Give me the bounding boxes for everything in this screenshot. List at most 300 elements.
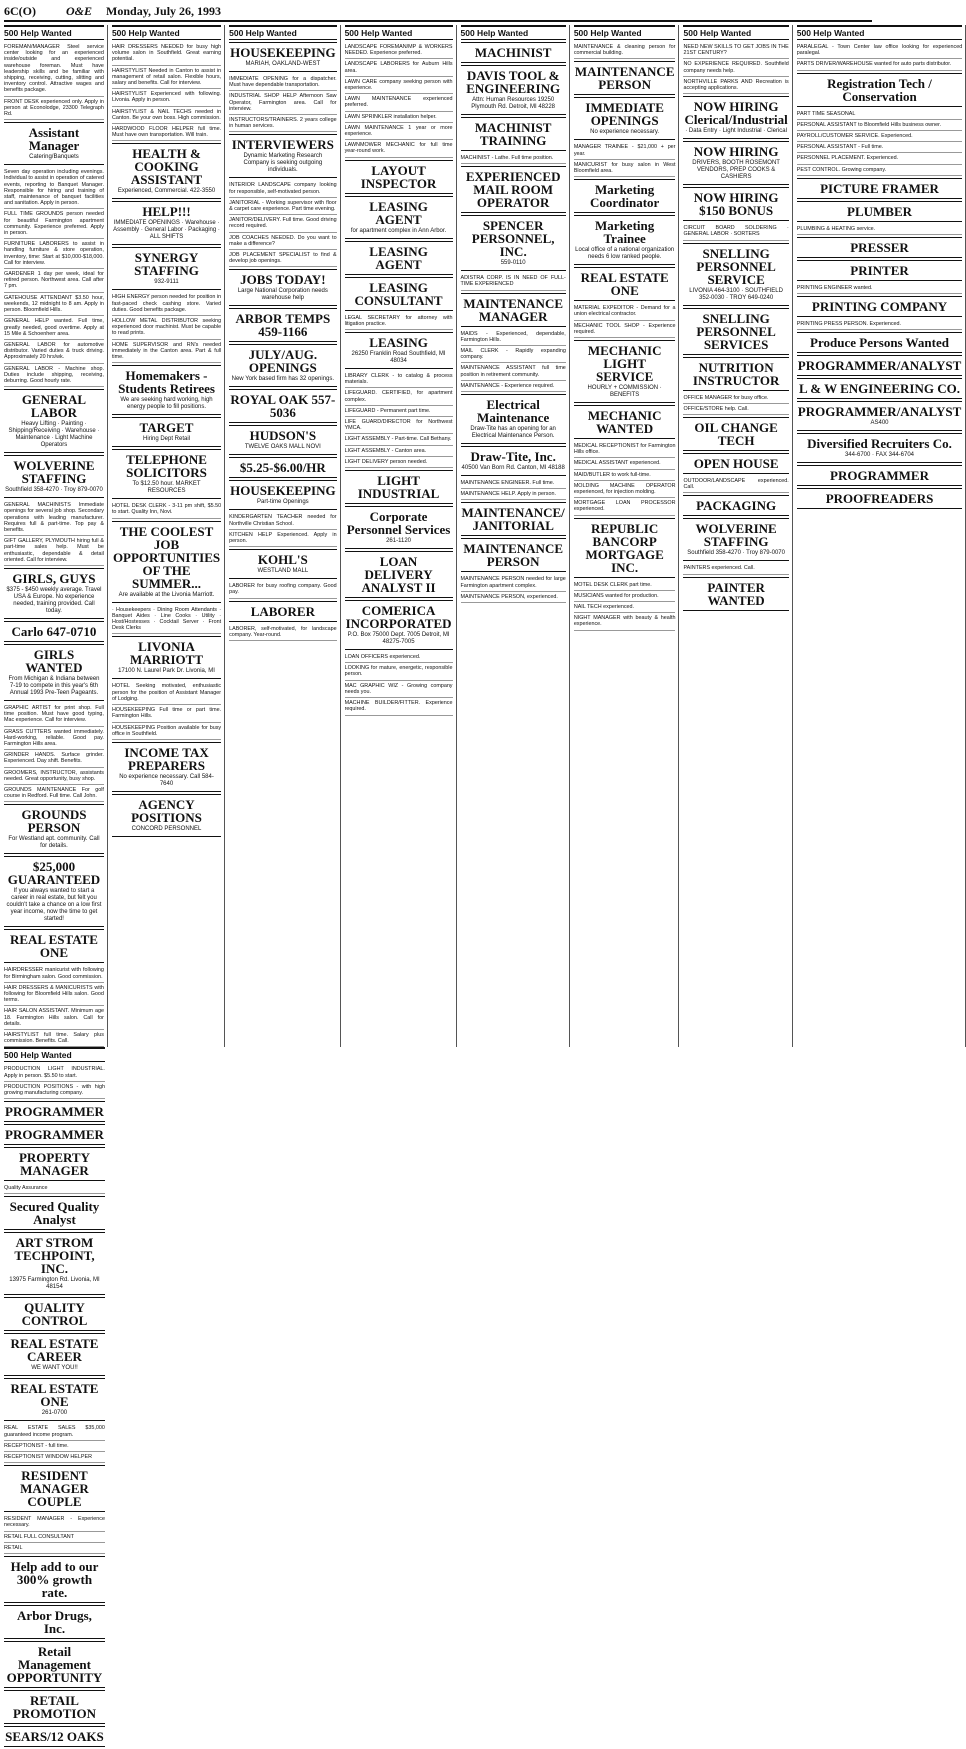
classified-ad: MAID/BUTLER to work full-time. — [574, 470, 676, 481]
display-ad-title: PRINTER — [850, 263, 909, 279]
display-ad-title: PLUMBER — [847, 203, 912, 219]
classified-column — [574, 25, 680, 1047]
column-heading: 500 Help Wanted — [4, 1047, 105, 1062]
display-ad — [574, 215, 676, 265]
classified-ad: HAIRSTYLIST Experienced with following. Livonia. Apply in person. — [112, 89, 221, 106]
display-ad — [4, 1378, 105, 1421]
display-ad-subtitle: 261-1120 — [386, 538, 411, 545]
display-ad-title: PAINTER WANTED — [707, 579, 765, 608]
display-ad-subtitle: From Michigan & Indiana between 7-19 to compete in this year's 6th Annual 1993 Pre-Teen Pageants. — [8, 675, 100, 696]
classified-ad: RETAIL — [4, 1543, 105, 1554]
display-ad-subtitle: MARIAH, OAKLAND-WEST — [245, 61, 321, 67]
display-ad-title: PROOFREADERS — [825, 491, 934, 507]
display-ad-subtitle: Dynamic Marketing Research Company is seeking outgoing individuals. — [243, 153, 323, 174]
display-ad-title: Assistant Manager — [28, 125, 80, 154]
classified-ad: GARDENER 1 day per week, ideal for retired person. Northwest area. Call after 7 pm. — [4, 269, 104, 293]
display-ad-title: PACKAGING — [696, 498, 777, 514]
classified-ad: HOLLOW METAL DISTRIBUTOR seeking experienced door machinist. Must be capable to read prints. — [112, 316, 221, 340]
display-ad-title: JOBS TODAY! — [240, 272, 326, 288]
classified-ad: GRASS CUTTERS wanted immediately. Hard-working, reliable. Good pay. Farmington Hills area. — [4, 727, 104, 751]
display-ad-subtitle: 932-9111 — [154, 279, 179, 286]
classified-ad: PRODUCTION LIGHT INDUSTRIAL. Apply in person. $5.50 to start. — [4, 1064, 105, 1081]
classified-ad: MAINTENANCE PERSON needed for large Farmington apartment complex. — [461, 574, 566, 591]
display-ad-title: AGENCY POSITIONS — [131, 796, 202, 825]
display-ad-title: RETAIL PROMOTION — [12, 1693, 96, 1722]
display-ad — [4, 644, 104, 701]
classified-ad: GENERAL HELP wanted. Full time, greatly needed, good overtime. Apply at 15 Mile & Schoenherr area. — [4, 316, 104, 340]
classified-ad: MAIL CLERK - Rapidly expanding company. — [461, 346, 566, 363]
display-ad-subtitle: WE WANT YOU!! — [31, 1365, 78, 1372]
display-ad — [4, 1605, 105, 1639]
classified-ad: MACHINE BUILDER/FITTER. Experience required. — [345, 698, 453, 715]
classified-ad: ADISTRA CORP. IS IN NEED OF FULL-TIME EXPERIENCED — [461, 273, 566, 290]
display-ad — [574, 340, 676, 403]
classified-ad: LANDSCAPE LABORERS for Auburn Hills area. — [345, 59, 453, 76]
display-ad-subtitle: 26250 Franklin Road Southfield, MI 48034 — [351, 351, 446, 365]
display-ad-title: Registration Tech / Conservation — [827, 75, 932, 104]
display-ad — [574, 61, 676, 95]
classified-ad: MORTGAGE LOAN PROCESSOR experienced. — [574, 498, 676, 515]
classified-ad: GROUNDS MAINTENANCE For golf course in Redford. Full time. Call John. — [4, 785, 104, 802]
display-ad — [229, 389, 336, 423]
display-ad-subtitle: for apartment complex in Ann Arbor. — [350, 227, 447, 234]
classified-ad: MECHANIC TOOL SHOP - Experience required. — [574, 321, 676, 338]
column-heading: 500 Help Wanted — [683, 25, 788, 40]
classified-ad: MAINTENANCE ENGINEER. Full time. — [461, 478, 566, 489]
display-ad-title: THE COOLEST JOB OPPORTUNITIES OF THE SUMMER... — [112, 523, 221, 591]
classified-ad: HAIRSTYLIST full time. Salary plus commission. Benefits. Call. — [4, 1030, 104, 1047]
display-ad — [4, 568, 104, 619]
display-ad-subtitle: No experience necessary. — [590, 129, 660, 136]
classified-ad: FRONT DESK experienced only. Apply in person at Econolodge, 23300 Telegraph Rd. — [4, 97, 104, 121]
display-ad-title: ROYAL OAK 557-5036 — [230, 392, 336, 421]
display-ad — [574, 405, 676, 439]
display-ad — [4, 1196, 105, 1230]
column-heading: 500 Help Wanted — [229, 25, 336, 40]
display-ad — [683, 518, 788, 561]
classified-ad: LABORER for busy roofing company. Good pay. — [229, 581, 336, 598]
display-ad-title: HOUSEKEEPING — [230, 45, 336, 60]
classified-ad: JOB COACHES NEEDED. Do you want to make a difference? — [229, 233, 336, 250]
classified-ad: LIFEGUARD - Permanent part time. — [345, 406, 453, 417]
display-ad-subtitle: IMMEDIATE OPENINGS · Warehouse · Assembly · General Labor · Packaging · ALL SHIFTS — [113, 220, 220, 241]
classifieds-grid — [4, 25, 963, 1745]
classified-ad: HOTEL Seeking motivated, enthusiastic person for the position of Assistant Manager of Lodging. — [112, 681, 221, 705]
classified-ad: Quality Assurance — [4, 1183, 105, 1194]
classified-ad: HOME SUPERVISOR and RN's needed immediately in the Canton area. Part & full time. — [112, 340, 221, 364]
display-ad-title: PRINTING COMPANY — [811, 299, 948, 315]
classified-column — [4, 25, 108, 1047]
classified-ad: MACHINIST - Lathe. Full time position. — [461, 153, 566, 164]
display-ad-title: L & W ENGINEERING CO. — [799, 381, 960, 397]
classified-ad: PLUMBING & HEATING service. — [797, 224, 962, 235]
classified-ad: LIGHT ASSEMBLY - Part-time. Call Bethany. — [345, 434, 453, 445]
display-ad — [797, 378, 962, 399]
display-ad-title: REAL ESTATE CAREER — [10, 1336, 99, 1365]
classified-column — [112, 25, 225, 1047]
classified-ad: · Housekeepers · Dining Room Attendants · Banquet Aides · Line Cooks · Utility · Host/Hostesses · Cocktail Server · Front Desk Clerks — [112, 605, 221, 635]
display-ad-title: NOW HIRING Clerical/Industrial — [684, 99, 788, 128]
classified-column — [461, 25, 570, 1047]
classified-ad: MANAGER TRAINEE - $21,000 + per year. — [574, 142, 676, 159]
display-ad-title: PRESSER — [850, 240, 909, 256]
display-ad-title: LABORER — [250, 603, 315, 619]
classified-ad: MAIDS - Experienced, dependable, Farmington Hills. — [461, 329, 566, 346]
display-ad-title: REPUBLIC BANCORP MORTGAGE INC. — [585, 520, 664, 575]
display-ad-title: Corporate Personnel Services — [346, 509, 451, 538]
display-ad — [345, 506, 453, 549]
classified-ad: RETAIL FULL CONSULTANT — [4, 1532, 105, 1543]
classified-ad: NORTHVILLE PARKS AND Recreation is accepting applications. — [683, 77, 788, 94]
column-heading: 500 Help Wanted — [345, 25, 453, 40]
display-ad-title: HUDSON'S — [249, 428, 317, 444]
display-ad-title: JULY/AUG. OPENINGS — [248, 347, 318, 376]
display-ad — [112, 247, 221, 290]
display-ad-subtitle: We are seeking hard working, high energy people to fill positions. — [120, 397, 213, 411]
column-heading: 500 Help Wanted — [574, 25, 676, 40]
page-number: 6C(O) — [4, 4, 36, 18]
display-ad-subtitle: If you always wanted to start a career in real estate, but felt you couldn't take a chance on a low first year income, now the time to get started! — [6, 888, 102, 923]
classified-ad: PRINTING PRESS PERSON. Experienced. — [797, 319, 962, 330]
classified-column — [345, 25, 457, 1047]
display-ad-title: GROUNDS PERSON — [21, 807, 87, 836]
display-ad-title: Retail Management OPPORTUNITY — [6, 1644, 103, 1686]
classified-ad: NIGHT MANAGER with beauty & health experience. — [574, 613, 676, 630]
display-ad — [574, 518, 676, 578]
display-ad-subtitle: · Data Entry · Light Industrial · Clerical — [685, 128, 787, 135]
classified-ad: PEST CONTROL. Growing company. — [797, 165, 962, 176]
classified-ad: LANDSCAPE FOREMAN/MP & WORKERS NEEDED. Experience preferred. — [345, 42, 453, 59]
display-ad — [797, 465, 962, 486]
display-ad — [229, 457, 336, 478]
display-ad — [683, 577, 788, 611]
display-ad-title: Electrical Maintenance — [477, 397, 550, 426]
display-ad — [797, 401, 962, 431]
display-ad-title: Draw-Tite, Inc. — [470, 449, 556, 465]
display-ad — [683, 308, 788, 355]
classified-ad: LOAN OFFICERS experienced. — [345, 652, 453, 663]
display-ad — [112, 365, 221, 415]
classified-ad: NAIL TECH experienced. — [574, 602, 676, 613]
display-ad-title: COMERICA INCORPORATED — [345, 603, 452, 632]
classified-ad: HAIRDRESSER manicurist with following for Birmingham salon. Good commission. — [4, 965, 104, 982]
display-ad-subtitle: Catering/Banquets — [29, 154, 79, 161]
display-ad-title: HELP!!! — [142, 204, 191, 220]
classified-ad: IMMEDIATE OPENING for a dispatcher. Must have dependable transportation. — [229, 74, 336, 91]
column-heading: 500 Help Wanted — [461, 25, 566, 40]
classified-ad: OFFICE/STORE help. Call. — [683, 404, 788, 415]
display-ad-subtitle: 344-6700 · FAX 344-6704 — [844, 452, 915, 459]
display-ad — [4, 1232, 105, 1295]
display-ad — [112, 742, 221, 792]
display-ad — [229, 308, 336, 342]
classified-ad: LAWNMOWER MECHANIC for full time year-round work. — [345, 140, 453, 157]
display-ad — [4, 1690, 105, 1724]
display-ad-title: QUALITY CONTROL — [21, 1300, 88, 1329]
classified-ad: GRAPHIC ARTIST for print shop. Full time position. Must have good typing, Mac experience. Call for interview. — [4, 703, 104, 727]
classified-ad: MAINTENANCE PERSON, experienced. — [461, 592, 566, 603]
display-ad — [345, 470, 453, 504]
display-ad — [4, 804, 104, 854]
classified-ad: HOUSEKEEPING Full time or part time. Farmington Hills. — [112, 705, 221, 722]
classified-ad: PRINTING ENGINEER wanted. — [797, 283, 962, 294]
classified-ad: KITCHEN HELP Experienced. Apply in person. — [229, 530, 336, 547]
display-ad-title: $25,000 GUARANTEED — [7, 859, 101, 888]
display-ad — [112, 521, 221, 603]
display-ad — [112, 201, 221, 245]
display-ad-title: Diversified Recruiters Co. — [807, 436, 952, 452]
display-ad-title: INTERVIEWERS — [231, 137, 334, 153]
classified-ad: LEGAL SECRETARY for attorney with litigation practice. — [345, 313, 453, 330]
display-ad-title: Carlo 647-0710 — [11, 623, 97, 639]
display-ad-subtitle: New York based firm has 32 openings. — [231, 376, 335, 383]
classified-ad: GENERAL LABOR for automotive distributor. Varied duties & truck driving. Approximately 20 hrs/wk. — [4, 340, 104, 364]
display-ad — [345, 332, 453, 369]
classified-ad: INDUSTRIAL SHOP HELP Afternoon Saw Operator, Farmington area. Call for interview. — [229, 91, 336, 115]
display-ad — [4, 455, 104, 498]
classified-ad: PRODUCTION POSITIONS - with high growing manufacturing company. — [4, 1082, 105, 1099]
display-ad — [683, 96, 788, 139]
display-ad-subtitle: 40500 Van Born Rd. Canton, MI 48188 — [461, 465, 565, 472]
display-ad — [461, 502, 566, 536]
display-ad-title: GIRLS WANTED — [25, 646, 83, 675]
display-ad-title: MECHANIC WANTED — [587, 408, 662, 437]
display-ad-title: Arbor Drugs, Inc. — [17, 1608, 92, 1637]
display-ad — [229, 425, 336, 455]
classified-ad: MOLDING MACHINE OPERATOR experienced, for injection molding. — [574, 481, 676, 498]
display-ad-title: MACHINIST — [474, 45, 552, 60]
display-ad — [345, 277, 453, 311]
display-ad-subtitle: Draw-Tite has an opening for an Electrical Maintenance Person. — [470, 426, 556, 440]
classified-ad: FURNITURE LABORERS to assist in handling furniture & store operation, inventory, time: Start at $10,000-$18,000. Call for interview. — [4, 239, 104, 269]
classified-ad: MAINTENANCE ASSISTANT full time position in retirement community. — [461, 363, 566, 380]
display-ad — [797, 201, 962, 222]
display-ad — [797, 73, 962, 107]
classified-ad: PARALEGAL - Town Center law office looking for experienced paralegal. — [797, 42, 962, 59]
display-ad-title: WOLVERINE STAFFING — [695, 521, 777, 550]
classified-ad: FOREMAN/MANAGER Steel service center looking for an experienced inside/outside and experienced warehouse foreman. Must have leadership skills and be familiar with shipping, receiving, cutting, slitting and inventory control. Attractive wages and benefits package. — [4, 42, 104, 97]
classified-ad: PERSONNEL PLACEMENT. Experienced. — [797, 153, 962, 164]
display-ad — [345, 160, 453, 194]
display-ad-title: IMMEDIATE OPENINGS — [585, 100, 664, 129]
classified-ad: LAWN SPRINKLER installation helper. — [345, 112, 453, 123]
column-heading: 500 Help Wanted — [797, 25, 962, 40]
display-ad — [797, 433, 962, 463]
display-ad-title: Marketing Trainee — [595, 218, 655, 247]
classified-ad: MUSICIANS wanted for production. — [574, 591, 676, 602]
classified-ad: MOTEL DESK CLERK part time. — [574, 580, 676, 591]
display-ad — [4, 929, 104, 963]
display-ad — [4, 1147, 105, 1181]
display-ad-title: Marketing Coordinator — [589, 182, 660, 211]
display-ad — [683, 357, 788, 391]
display-ad-title: Homemakers - Students Retirees — [118, 368, 215, 397]
display-ad — [461, 538, 566, 572]
classified-ad: HARDWOOD FLOOR HELPER full time. Must have own transportation. Will train. — [112, 124, 221, 141]
masthead — [4, 4, 872, 22]
display-ad — [229, 549, 336, 579]
display-ad — [4, 1124, 105, 1145]
display-ad — [4, 1465, 105, 1512]
classified-ad: MANICURIST for busy salon in West Bloomfield area. — [574, 160, 676, 177]
display-ad-title: MAINTENANCE PERSON — [463, 541, 563, 570]
display-ad — [345, 551, 453, 598]
display-ad-subtitle: To $12.50 hour. MARKET RESOURCES — [132, 481, 201, 495]
classified-ad: MAINTENANCE - Experience required. — [461, 381, 566, 392]
classified-ad: PAYROLL/CUSTOMER SERVICE. Experienced. — [797, 131, 962, 142]
display-ad-title: PROGRAMMER — [830, 468, 929, 484]
display-ad-title: RESIDENT MANAGER COUPLE — [20, 1468, 89, 1510]
display-ad — [797, 260, 962, 281]
display-ad-subtitle: 559-0110 — [500, 260, 526, 267]
classified-ad: NO EXPERIENCE REQUIRED. Southfield company needs help. — [683, 59, 788, 76]
publication-name: O&E — [66, 4, 93, 18]
display-ad-title: KOHL'S — [257, 552, 308, 568]
display-ad-title: INCOME TAX PREPARERS — [124, 744, 209, 773]
classified-column — [4, 1047, 108, 1749]
display-ad — [683, 243, 788, 306]
display-ad-title: Help add to our 300% growth rate. — [10, 1559, 99, 1601]
issue-date: Monday, July 26, 1993 — [106, 4, 222, 18]
classified-ad: GIFT GALLERY, PLYMOUTH hiring full & part-time sales help. Must be enthusiastic, dependable & detail oriented. Call for interview. — [4, 536, 104, 566]
display-ad — [112, 449, 221, 499]
display-ad — [683, 495, 788, 516]
display-ad-title: LOAN DELIVERY ANALYST II — [361, 554, 436, 596]
display-ad-title: SPENCER PERSONNEL, INC. — [471, 218, 555, 260]
display-ad-title: WOLVERINE STAFFING — [13, 458, 95, 487]
display-ad-title: MAINTENANCE/ JANITORIAL — [461, 505, 565, 534]
display-ad — [461, 293, 566, 327]
display-ad — [461, 42, 566, 63]
classified-ad: LOOKING for mature, energetic, responsible person. — [345, 663, 453, 680]
classified-ad: PERSONAL ASSISTANT to Bloomfield Hills business owner. — [797, 120, 962, 131]
display-ad-title: ARBOR TEMPS 459-1166 — [235, 311, 331, 340]
display-ad-title: HOUSEKEEPING — [230, 483, 336, 499]
display-ad-subtitle: Southfield 358-4270 · Troy 879-0070 — [687, 550, 785, 557]
classified-ad: LIBRARY CLERK - to catalog & process materials. — [345, 371, 453, 388]
display-ad — [461, 215, 566, 271]
display-ad — [4, 1333, 105, 1376]
display-ad — [112, 794, 221, 837]
classified-ad: HOTEL DESK CLERK - 3-11 pm shift, $5.50 to start. Quality Inn, Novi. — [112, 501, 221, 518]
display-ad-subtitle: No experience necessary. Call 584-7640 — [119, 773, 214, 787]
display-ad-subtitle: Large National Corporation needs warehouse help — [237, 288, 328, 302]
classified-ad: RECEPTIONIST WINDOW HELPER — [4, 1452, 105, 1463]
classified-ad: GROOMERS, INSTRUCTOR, assistants needed. Great opportunity, busy shop. — [4, 768, 104, 785]
classified-ad: PERSONAL ASSISTANT - Full time. — [797, 142, 962, 153]
display-ad-title: GIRLS, GUYS — [12, 570, 96, 586]
display-ad — [797, 332, 962, 353]
display-ad — [4, 1297, 105, 1331]
classified-ad: OUTDOOR/LANDSCAPE experienced. Call. — [683, 476, 788, 493]
display-ad — [797, 488, 962, 509]
display-ad — [112, 417, 221, 447]
display-ad-title: REAL ESTATE ONE — [10, 1381, 99, 1410]
display-ad-title: NOW HIRING $150 BONUS — [693, 190, 779, 219]
display-ad-subtitle: Hiring Dept Retail — [143, 436, 191, 443]
display-ad-title: MAINTENANCE MANAGER — [463, 295, 563, 324]
classified-ad: HIGH ENERGY person needed for position in fast-paced check cashing store. Varied duties. Good benefits package. — [112, 292, 221, 316]
display-ad — [345, 196, 453, 239]
display-ad — [461, 394, 566, 444]
display-ad-title: NOW HIRING — [693, 144, 779, 160]
classified-ad: PAINTERS experienced. Call. — [683, 563, 788, 574]
display-ad — [229, 480, 336, 510]
classified-ad: INTERIOR LANDSCAPE company looking for responsible, self-motivated person. — [229, 180, 336, 197]
display-ad-title: SNELLING PERSONNEL SERVICE — [696, 245, 776, 287]
display-ad-title: LAYOUT INSPECTOR — [360, 162, 437, 191]
display-ad-title: ART STROM TECHPOINT, INC. — [14, 1235, 95, 1277]
display-ad-subtitle: CONCORD PERSONNEL — [131, 825, 202, 832]
classified-ad: MEDICAL RECEPTIONIST for Farmington Hills office. — [574, 441, 676, 458]
display-ad — [229, 344, 336, 387]
display-ad — [4, 1101, 105, 1122]
classified-column — [229, 25, 340, 1047]
display-ad-title: LEASING AGENT — [369, 243, 428, 272]
display-ad-subtitle: 13975 Farmington Rd. Livonia, MI 48154 — [9, 1277, 100, 1291]
classified-ad: CIRCUIT BOARD SOLDERING · GENERAL LABOR · SORTERS — [683, 223, 788, 240]
display-ad-subtitle: P.O. Box 75000 Dept. 7005 Detroit, MI 48275-7005 — [347, 632, 450, 646]
display-ad-subtitle: Local office of a national organization needs 6 low ranked people. — [575, 247, 675, 261]
display-ad — [4, 1641, 105, 1688]
display-ad-subtitle: TWELVE OAKS MALL NOVI — [244, 444, 321, 451]
display-ad-subtitle: HOURLY + COMMISSION · BENEFITS — [587, 385, 662, 399]
display-ad-title: SYNERGY STAFFING — [134, 250, 199, 279]
display-ad-subtitle: Experienced, Commercial. 422-3550 — [117, 188, 216, 195]
display-ad-title: LEASING — [369, 335, 428, 351]
display-ad — [683, 141, 788, 185]
classified-ad: JANITOR/DELIVERY. Full time. Good driving record required. — [229, 215, 336, 232]
classified-ad: GENERAL LABOR - Machine shop. Duties include shipping, receiving, deburring. Good hourly rate. — [4, 364, 104, 388]
classified-ad: MAC GRAPHIC WIZ - Growing company needs you. — [345, 681, 453, 698]
display-ad — [461, 166, 566, 213]
display-ad — [683, 453, 788, 474]
display-ad — [4, 389, 104, 453]
classified-ad: LIGHT ASSEMBLY - Canton area. — [345, 446, 453, 457]
display-ad — [461, 117, 566, 151]
classified-ad: LAWN MAINTENANCE 1 year or more experience. — [345, 123, 453, 140]
display-ad-title: REAL ESTATE ONE — [580, 270, 669, 299]
display-ad — [4, 122, 104, 165]
classified-ad: GRINDER HANDS. Surface grinder. Experienced. Day shift. Benefits. — [4, 750, 104, 767]
classified-ad: LAWN CARE company seeking person with experience. — [345, 77, 453, 94]
display-ad — [345, 600, 453, 650]
display-ad-title: PICTURE FRAMER — [820, 180, 939, 196]
display-ad — [683, 417, 788, 451]
display-ad — [574, 267, 676, 301]
display-ad-subtitle: WESTLAND MALL — [257, 568, 309, 575]
classified-ad: PART TIME SEASONAL — [797, 109, 962, 120]
display-ad-title: SEARS/12 OAKS — [5, 1729, 104, 1745]
display-ad-title: MECHANIC LIGHT SERVICE — [587, 343, 662, 385]
display-ad-title: EXPERIENCED MAIL ROOM OPERATOR — [465, 169, 561, 211]
display-ad-title: PROGRAMMER — [5, 1127, 104, 1143]
display-ad-subtitle: AS400 — [870, 420, 889, 427]
display-ad-title: PROGRAMMER — [5, 1104, 104, 1120]
display-ad — [229, 42, 336, 72]
display-ad — [683, 187, 788, 221]
display-ad — [229, 269, 336, 306]
classified-ad: HAIRSTYLIST Needed in Canton to assist in management of retail salon. Flexible hours, salary and benefits. Call for interview. — [112, 66, 221, 90]
display-ad-title: OIL CHANGE TECH — [694, 420, 778, 449]
display-ad-subtitle: 261-0700 — [41, 1410, 68, 1417]
classified-ad: PARTS DRIVER/WAREHOUSE wanted for auto parts distributor. — [797, 59, 962, 70]
display-ad — [4, 621, 104, 642]
display-ad-title: Produce Persons Wanted — [810, 335, 949, 351]
display-ad — [797, 237, 962, 258]
classified-ad: REAL ESTATE SALES $35,000 guaranteed income program. — [4, 1423, 105, 1440]
classified-ad: LIFE GUARD/DIRECTOR for Northwest YMCA. — [345, 417, 453, 434]
